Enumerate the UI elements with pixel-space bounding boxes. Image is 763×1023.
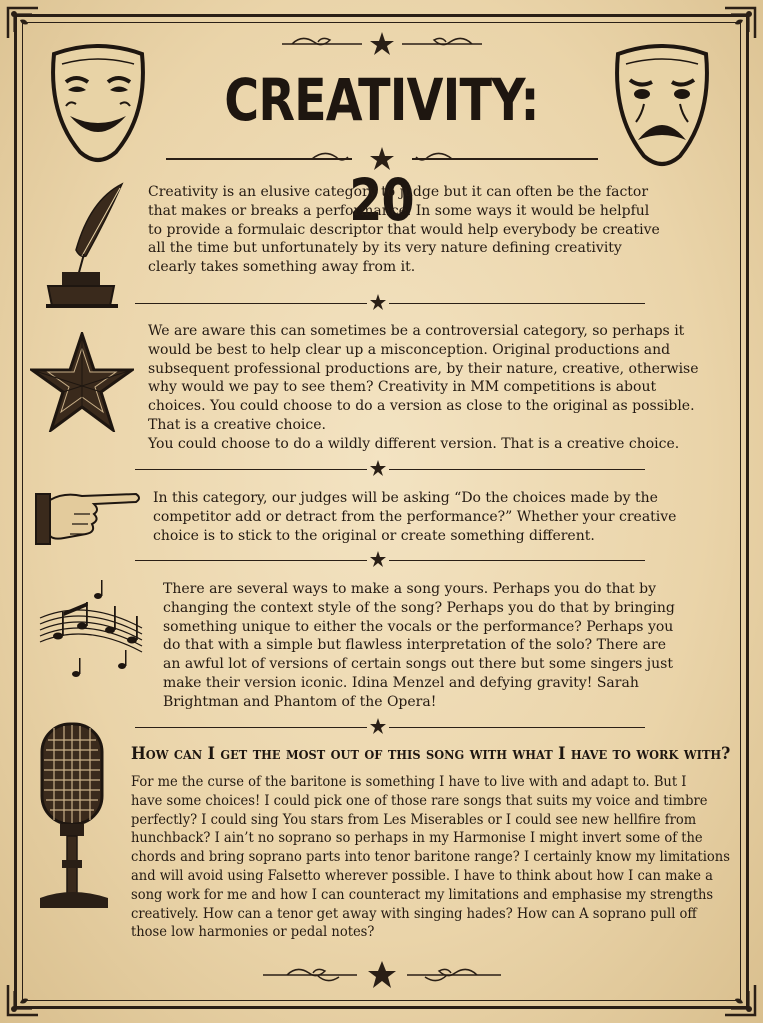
- text-line: changing the context style of the song? Perhaps you do that by bringing: [163, 599, 675, 616]
- text-line: an awful lot of versions of certain songs out there but some singers just: [163, 656, 673, 673]
- text-line: make their version iconic. Idina Menzel and defying gravity! Sarah: [163, 674, 639, 691]
- divider-star-icon: [370, 294, 386, 310]
- section-divider: [135, 296, 645, 310]
- text-line: that makes or breaks a performance. In some ways it would be helpful: [148, 202, 650, 219]
- bottom-flourish-icon: [0, 960, 763, 990]
- text-line: perfectly? I could sing You stars from Les Miserables or I could see new hellfire from: [131, 811, 697, 828]
- text-line: why would we pay to see them? Creativity in MM competitions is about: [148, 379, 657, 396]
- text-line: creatively. How can a tenor get away with singing hades? How can A soprano pull off: [131, 905, 697, 922]
- text-line: For me the curse of the baritone is something I have to live with and adapt to. But I: [131, 774, 687, 790]
- text-line: We are aware this can sometimes be a controversial category, so perhaps it: [148, 323, 685, 339]
- divider-star-icon: [370, 718, 386, 734]
- star-icon: [30, 332, 134, 436]
- song-yours-paragraph: [163, 580, 675, 712]
- text-line: There are several ways to make a song yours. Perhaps you do that by: [163, 581, 656, 597]
- misconception-paragraph: [148, 322, 699, 454]
- text-line: song work for me and how I can counteract my limitations and emphasise my strengths: [131, 886, 714, 903]
- text-line: have some choices! I could pick one of those rare songs that suits my voice and timbre: [131, 792, 708, 809]
- text-line: You could choose to do a wildly different version. That is a creative choice.: [148, 435, 680, 452]
- quill-inkwell-icon: [40, 180, 134, 316]
- divider-star-icon: [370, 460, 386, 476]
- text-line: chords and bring soprano parts into tenor baritone range? I certainly know my limitations: [131, 849, 730, 866]
- judges-paragraph: [153, 489, 676, 545]
- section-heading: How can I get the most out of this song with what I have to work with?: [131, 744, 731, 763]
- text-line: would be best to help clear up a misconception. Original productions and: [148, 341, 671, 358]
- text-line: In this category, our judges will be asking “Do the choices made by the: [153, 490, 658, 506]
- page-title: CREATIVITY: 20: [224, 66, 539, 234]
- title-flourish-icon: [0, 146, 763, 172]
- text-line: Brightman and Phantom of the Opera!: [163, 693, 437, 710]
- text-line: subsequent professional productions are, by their nature, creative, otherwise: [148, 360, 699, 377]
- text-line: choice is to stick to the original or create something different.: [153, 527, 595, 544]
- intro-paragraph: [148, 183, 660, 277]
- music-notes-icon: [36, 578, 146, 692]
- divider-star-icon: [370, 551, 386, 567]
- text-line: That is a creative choice.: [148, 416, 326, 433]
- text-line: those low harmonies or pedal notes?: [131, 924, 375, 941]
- text-line: do that with a simple but flawless interpretation of the solo? There are: [163, 637, 666, 654]
- section-divider: [135, 553, 645, 567]
- text-line: choices. You could choose to do a version as close to the original as possible.: [148, 398, 695, 415]
- text-line: to provide a formulaic descriptor that would help everybody be creative: [148, 221, 660, 238]
- text-line: clearly takes something away from it.: [148, 259, 416, 276]
- section-divider: [135, 720, 645, 734]
- text-line: competitor add or detract from the performance?” Whether your creative: [153, 508, 677, 525]
- text-line: and will avoid using Falsetto wherever possible. I have to think about how I can make a: [131, 867, 713, 884]
- pointing-hand-icon: [34, 484, 142, 552]
- baritone-paragraph: [131, 773, 730, 942]
- text-line: all the time but unfortunately by its very nature defining creativity: [148, 240, 622, 257]
- text-line: something unique to either the vocals or the performance? Perhaps you: [163, 618, 674, 635]
- text-line: Creativity is an elusive category to judge but it can often be the factor: [148, 184, 649, 200]
- text-line: hunchback? I ain’t no soprano so perhaps in my Harmonise I might invert some of the: [131, 830, 703, 847]
- microphone-icon: [34, 720, 114, 920]
- section-divider: [135, 462, 645, 476]
